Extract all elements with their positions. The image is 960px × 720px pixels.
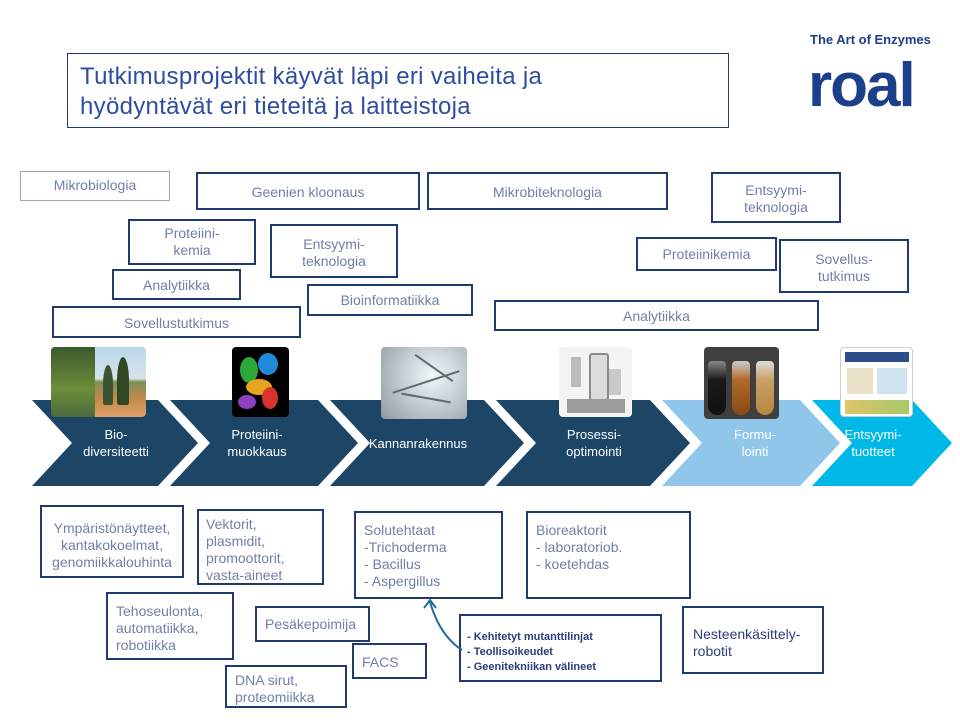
liquid-flasks-photo bbox=[704, 347, 779, 419]
logo-brand: roal bbox=[808, 51, 914, 120]
stage-label-kannanrakennus: Kannanrakennus bbox=[368, 436, 468, 451]
stage-label-biodiversiteetti: Bio- diversiteetti bbox=[83, 427, 149, 459]
discipline-bioinformatiikka: Bioinformatiikka bbox=[307, 284, 473, 316]
stage-label-proteiinimuokkaus: Proteiini- muokkaus bbox=[227, 427, 287, 459]
stage-label-prosessioptimointi: Prosessi- optimointi bbox=[566, 427, 622, 459]
tool-facs: FACS bbox=[352, 643, 427, 679]
logo-tagline: The Art of Enzymes bbox=[810, 32, 931, 47]
tool-vektorit: Vektorit, plasmidit, promoottorit, vasta-aineet bbox=[197, 509, 324, 585]
roal-logo bbox=[804, 14, 944, 120]
discipline-sovellustutkimus-left: Sovellustutkimus bbox=[52, 306, 301, 338]
page-title bbox=[67, 53, 729, 128]
tool-mutanttilinjat: - Kehitetyt mutanttilinjat - Teollisoikeudet - Geenitekniikan välineet bbox=[459, 614, 662, 682]
tool-bioreaktorit: Bioreaktorit - laboratoriob. - koetehdas bbox=[526, 511, 691, 599]
landscape-photo bbox=[51, 347, 146, 417]
discipline-proteiinikemia-left: Proteiini- kemia bbox=[128, 219, 256, 265]
tool-tehoseulonta: Tehoseulonta, automatiikka, robotiikka bbox=[106, 592, 234, 660]
tool-ymparistonaytteet: Ympäristönäytteet, kantakokoelmat, genomiikkalouhinta bbox=[40, 505, 184, 578]
discipline-analytiikka-left: Analytiikka bbox=[112, 269, 241, 300]
discipline-mikrobiteknologia: Mikrobiteknologia bbox=[427, 172, 668, 210]
stage-label-formulointi: Formu- lointi bbox=[734, 427, 776, 459]
tool-solutehtaat: Solutehtaat -Trichoderma - Bacillus - Aspergillus bbox=[354, 511, 503, 599]
page-title-text: Tutkimusprojektit käyvät läpi eri vaiheita ja hyödyntävät eri tieteitä ja laitteistoja bbox=[80, 63, 543, 120]
tool-pesakepoimija: Pesäkepoimija bbox=[255, 606, 370, 642]
stage-label-entsyymituotteet: Entsyymi- tuotteet bbox=[844, 427, 902, 459]
fungal-hyphae-photo bbox=[381, 347, 467, 419]
discipline-geenien-kloonaus: Geenien kloonaus bbox=[196, 172, 420, 210]
discipline-entsyymiteknologia-mid: Entsyymi- teknologia bbox=[270, 224, 398, 278]
discipline-proteiinikemia-right: Proteiinikemia bbox=[636, 237, 777, 271]
discipline-entsyymiteknologia-top: Entsyymi- teknologia bbox=[711, 172, 841, 223]
discipline-sovellustutkimus-right: Sovellus- tutkimus bbox=[779, 239, 909, 293]
discipline-analytiikka-right: Analytiikka bbox=[494, 300, 819, 331]
tool-dna-sirut: DNA sirut, proteomiikka bbox=[225, 665, 347, 708]
discipline-mikrobiologia: Mikrobiologia bbox=[20, 171, 170, 201]
bioreactor-photo bbox=[559, 347, 632, 417]
tool-nesteenkasittely: Nesteenkäsittely- robotit bbox=[682, 606, 824, 674]
product-package-photo bbox=[840, 347, 913, 417]
protein-structure-photo bbox=[232, 347, 289, 417]
connector-arrow bbox=[420, 596, 470, 652]
